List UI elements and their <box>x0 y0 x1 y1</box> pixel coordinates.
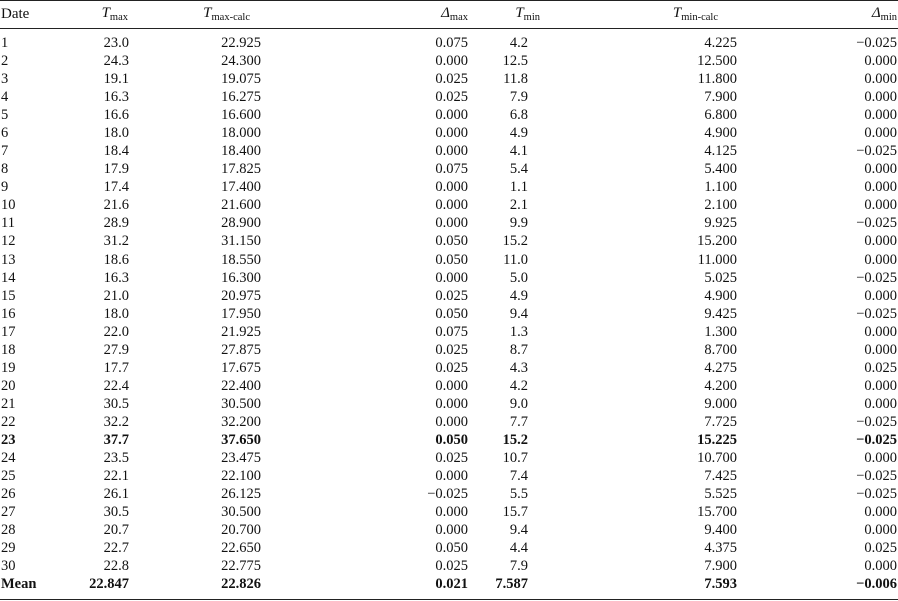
cell-tmax: 27.9 <box>103 341 129 358</box>
cell-date: 1 <box>1 35 9 51</box>
cell-delta-min: −0.025 <box>856 143 897 160</box>
cell-delta-max: −0.025 <box>427 486 468 503</box>
cell-tmax-calc: 22.100 <box>221 468 261 485</box>
cell-delta-max: 0.000 <box>435 522 468 539</box>
cell-delta-max: 0.000 <box>435 504 468 521</box>
cell-date: 22 <box>1 413 16 430</box>
header-tmin-calc-symbol: T <box>672 5 682 21</box>
table-row <box>0 503 898 521</box>
cell-delta-max: 0.025 <box>435 341 468 358</box>
cell-delta-min: 0.000 <box>864 395 897 412</box>
cell-delta-min: −0.025 <box>856 35 897 51</box>
cell-tmax: 22.7 <box>103 540 129 557</box>
cell-tmax: 18.0 <box>103 125 129 142</box>
cell-date: 10 <box>1 197 16 214</box>
cell-date: 21 <box>1 395 16 412</box>
cell-delta-max: 0.000 <box>435 413 468 430</box>
cell-delta-max: 0.050 <box>435 305 468 322</box>
cell-date: 9 <box>1 179 9 196</box>
cell-tmax: 22.8 <box>103 558 129 575</box>
cell-tmin-calc: 4.900 <box>704 287 737 304</box>
cell-tmin: 7.9 <box>509 89 528 106</box>
cell-tmin: 4.2 <box>509 377 528 394</box>
cell-tmin-calc: 7.900 <box>704 89 737 106</box>
mean-row <box>0 575 898 593</box>
table-row <box>0 539 898 557</box>
cell-tmin-calc: 7.593 <box>704 576 737 593</box>
cell-delta-max: 0.000 <box>435 143 468 160</box>
bottom-rule <box>0 599 898 600</box>
cell-delta-min: 0.000 <box>864 377 897 394</box>
cell-delta-max: 0.025 <box>435 558 468 575</box>
table-row <box>0 178 898 196</box>
cell-delta-max: 0.025 <box>435 450 468 467</box>
cell-tmin: 7.587 <box>495 576 528 593</box>
cell-tmin-calc: 4.225 <box>704 35 737 51</box>
cell-delta-min: 0.000 <box>864 251 897 268</box>
cell-tmax: 16.3 <box>103 89 129 106</box>
cell-tmax: 30.5 <box>103 395 129 412</box>
header-tmax <box>70 0 172 28</box>
cell-tmax-calc: 18.000 <box>221 125 261 142</box>
table-body <box>0 28 898 593</box>
cell-delta-max: 0.000 <box>435 107 468 124</box>
cell-delta-max: 0.050 <box>435 540 468 557</box>
cell-tmin: 4.1 <box>509 143 528 160</box>
cell-date: 27 <box>1 504 16 521</box>
cell-delta-max: 0.075 <box>435 161 468 178</box>
table-row <box>0 287 898 305</box>
cell-delta-max: 0.050 <box>435 432 468 448</box>
cell-delta-max: 0.025 <box>435 71 468 88</box>
cell-tmax: 31.2 <box>103 233 129 250</box>
cell-delta-min: 0.000 <box>864 53 897 70</box>
cell-tmin-calc: 11.800 <box>697 71 737 88</box>
cell-delta-max: 0.000 <box>435 377 468 394</box>
cell-tmin: 7.7 <box>509 413 528 430</box>
cell-date: 30 <box>1 558 16 575</box>
cell-tmin: 9.9 <box>509 215 528 232</box>
cell-tmin: 7.4 <box>509 468 528 485</box>
cell-delta-min: −0.025 <box>856 432 897 448</box>
cell-tmin-calc: 15.200 <box>697 233 737 250</box>
cell-tmin-calc: 12.500 <box>697 53 737 70</box>
cell-date: 5 <box>1 107 9 124</box>
cell-tmin: 2.1 <box>509 197 528 214</box>
header-tmin-subscript: min <box>523 12 540 23</box>
table-row <box>0 124 898 142</box>
header-tmax-calc <box>172 0 322 28</box>
cell-tmax-calc: 26.125 <box>221 486 261 503</box>
table-row <box>0 70 898 88</box>
cell-tmin: 4.4 <box>509 540 528 557</box>
cell-tmin-calc: 15.700 <box>697 504 737 521</box>
table-row <box>0 88 898 106</box>
cell-tmax-calc: 37.650 <box>221 432 261 448</box>
cell-tmax: 16.3 <box>103 269 129 286</box>
cell-tmax-calc: 16.600 <box>221 107 261 124</box>
cell-tmax-calc: 30.500 <box>221 395 261 412</box>
cell-tmin-calc: 4.200 <box>704 377 737 394</box>
cell-tmax-calc: 22.400 <box>221 377 261 394</box>
cell-tmin-calc: 2.100 <box>704 197 737 214</box>
header-tmax-calc-symbol: T <box>203 5 212 21</box>
cell-tmax-calc: 23.475 <box>221 450 261 467</box>
cell-tmax: 18.0 <box>103 305 129 322</box>
cell-tmin: 4.2 <box>509 35 528 51</box>
cell-tmax: 17.4 <box>103 179 129 196</box>
cell-date: 16 <box>1 305 16 322</box>
cell-tmax: 21.0 <box>103 287 129 304</box>
cell-delta-min: 0.000 <box>864 179 897 196</box>
cell-tmin: 11.8 <box>503 71 528 88</box>
cell-tmin-calc: 5.400 <box>704 161 737 178</box>
header-tmin <box>468 0 608 28</box>
cell-delta-min: 0.025 <box>864 540 897 557</box>
cell-delta-max: 0.021 <box>435 576 468 593</box>
cell-tmin-calc: 5.525 <box>704 486 737 503</box>
cell-tmin: 4.9 <box>509 287 528 304</box>
cell-delta-min: 0.000 <box>864 125 897 142</box>
header-delta-min <box>746 0 898 28</box>
cell-delta-min: 0.000 <box>864 522 897 539</box>
cell-tmin-calc: 9.400 <box>704 522 737 539</box>
cell-delta-min: 0.000 <box>864 504 897 521</box>
cell-delta-max: 0.075 <box>435 323 468 340</box>
cell-date: 11 <box>1 215 15 232</box>
header-delta-min-subscript: min <box>880 12 897 23</box>
cell-tmin: 4.9 <box>509 125 528 142</box>
header-tmin-calc-subscript: min-calc <box>681 12 718 23</box>
cell-delta-min: 0.000 <box>864 71 897 88</box>
cell-tmin-calc: 4.375 <box>704 540 737 557</box>
cell-delta-max: 0.000 <box>435 125 468 142</box>
cell-tmax-calc: 18.550 <box>221 251 261 268</box>
table-row <box>0 106 898 124</box>
cell-delta-max: 0.025 <box>435 89 468 106</box>
cell-tmax-calc: 30.500 <box>221 504 261 521</box>
cell-date: 20 <box>1 377 16 394</box>
cell-date: Mean <box>1 576 37 593</box>
table-row <box>0 341 898 359</box>
cell-tmax: 19.1 <box>103 71 129 88</box>
cell-tmax-calc: 21.925 <box>221 323 261 340</box>
cell-tmax: 21.6 <box>103 197 129 214</box>
table-row <box>0 521 898 539</box>
header-delta-min-symbol: Δ <box>871 5 881 21</box>
table-row <box>0 467 898 485</box>
header-delta-max-subscript: max <box>449 12 468 23</box>
cell-delta-min: 0.000 <box>864 89 897 106</box>
cell-tmin: 1.3 <box>509 323 528 340</box>
cell-tmax: 26.1 <box>103 486 129 503</box>
table-row <box>0 485 898 503</box>
cell-tmin: 9.0 <box>509 395 528 412</box>
cell-delta-min: 0.025 <box>864 359 897 376</box>
table-row <box>0 28 898 52</box>
cell-date: 7 <box>1 143 9 160</box>
cell-date: 12 <box>1 233 16 250</box>
cell-delta-min: −0.025 <box>856 468 897 485</box>
cell-delta-min: 0.000 <box>864 323 897 340</box>
cell-tmax-calc: 28.900 <box>221 215 261 232</box>
cell-date: 4 <box>1 89 9 106</box>
cell-tmin-calc: 7.425 <box>704 468 737 485</box>
cell-tmax: 28.9 <box>103 215 129 232</box>
cell-tmin: 10.7 <box>502 450 528 467</box>
cell-tmax-calc: 17.675 <box>221 359 261 376</box>
cell-delta-min: 0.000 <box>864 558 897 575</box>
cell-tmin: 9.4 <box>509 522 528 539</box>
cell-tmax-calc: 22.650 <box>221 540 261 557</box>
cell-tmax-calc: 20.700 <box>221 522 261 539</box>
cell-tmax: 22.847 <box>89 576 129 593</box>
cell-delta-min: 0.000 <box>864 341 897 358</box>
table-row <box>0 269 898 287</box>
header-date-label: Date <box>1 5 30 22</box>
cell-tmax-calc: 19.075 <box>221 71 261 88</box>
cell-tmin-calc: 7.900 <box>704 558 737 575</box>
cell-delta-max: 0.000 <box>435 269 468 286</box>
cell-tmin-calc: 4.125 <box>704 143 737 160</box>
cell-date: 25 <box>1 468 16 485</box>
cell-tmin-calc: 4.900 <box>704 125 737 142</box>
cell-tmax: 23.0 <box>103 35 129 51</box>
cell-delta-min: −0.006 <box>856 576 897 593</box>
table-row <box>0 431 898 449</box>
cell-date: 19 <box>1 359 16 376</box>
cell-delta-min: 0.000 <box>864 450 897 467</box>
cell-date: 13 <box>1 251 16 268</box>
cell-tmax-calc: 17.825 <box>221 161 261 178</box>
header-tmax-calc-subscript: max-calc <box>211 12 250 23</box>
cell-tmin: 6.8 <box>509 107 528 124</box>
cell-tmax: 18.4 <box>103 143 129 160</box>
cell-date: 18 <box>1 341 16 358</box>
cell-tmin: 5.4 <box>509 161 528 178</box>
table-row <box>0 359 898 377</box>
cell-tmin: 7.9 <box>509 558 528 575</box>
table-row <box>0 413 898 431</box>
cell-tmax: 16.6 <box>103 107 129 124</box>
cell-delta-max: 0.050 <box>435 233 468 250</box>
cell-tmin: 11.0 <box>503 251 528 268</box>
cell-tmax-calc: 16.300 <box>221 269 261 286</box>
cell-delta-min: −0.025 <box>856 269 897 286</box>
cell-tmax: 17.7 <box>103 359 129 376</box>
table-row <box>0 52 898 70</box>
header-row <box>0 0 898 28</box>
cell-date: 29 <box>1 540 16 557</box>
cell-date: 28 <box>1 522 16 539</box>
cell-tmin-calc: 7.725 <box>704 413 737 430</box>
cell-tmax-calc: 17.950 <box>221 305 261 322</box>
table-row <box>0 214 898 232</box>
cell-tmax: 17.9 <box>103 161 129 178</box>
cell-tmax: 22.1 <box>103 468 129 485</box>
cell-tmin-calc: 9.000 <box>704 395 737 412</box>
cell-tmax: 32.2 <box>103 413 129 430</box>
cell-date: 26 <box>1 486 16 503</box>
cell-tmax-calc: 27.875 <box>221 341 261 358</box>
cell-date: 15 <box>1 287 16 304</box>
cell-tmin-calc: 9.425 <box>704 305 737 322</box>
header-date <box>0 0 70 28</box>
cell-delta-min: −0.025 <box>856 305 897 322</box>
cell-tmax: 24.3 <box>103 53 129 70</box>
table-header <box>0 0 898 28</box>
cell-tmin: 5.5 <box>509 486 528 503</box>
cell-date: 6 <box>1 125 9 142</box>
cell-tmax: 23.5 <box>103 450 129 467</box>
table-row <box>0 377 898 395</box>
cell-tmax: 22.4 <box>103 377 129 394</box>
cell-delta-max: 0.000 <box>435 215 468 232</box>
cell-date: 14 <box>1 269 16 286</box>
cell-tmax: 37.7 <box>103 432 129 448</box>
cell-tmax-calc: 16.275 <box>221 89 261 106</box>
cell-delta-min: 0.000 <box>864 197 897 214</box>
cell-delta-max: 0.000 <box>435 53 468 70</box>
table-row <box>0 160 898 178</box>
table-row <box>0 323 898 341</box>
cell-tmin-calc: 9.925 <box>704 215 737 232</box>
cell-tmin-calc: 6.800 <box>704 107 737 124</box>
cell-delta-max: 0.000 <box>435 395 468 412</box>
cell-tmin: 8.7 <box>509 341 528 358</box>
header-tmin-symbol: T <box>515 5 524 21</box>
cell-tmax-calc: 17.400 <box>221 179 261 196</box>
cell-date: 8 <box>1 161 9 178</box>
header-tmax-subscript: max <box>109 12 128 23</box>
cell-delta-min: −0.025 <box>856 413 897 430</box>
cell-tmin: 4.3 <box>509 359 528 376</box>
cell-tmax-calc: 22.925 <box>221 35 261 51</box>
header-tmin-calc <box>608 0 746 28</box>
cell-delta-min: −0.025 <box>856 215 897 232</box>
cell-date: 17 <box>1 323 16 340</box>
cell-delta-min: 0.000 <box>864 107 897 124</box>
cell-tmax: 18.6 <box>103 251 129 268</box>
cell-tmax: 22.0 <box>103 323 129 340</box>
header-delta-max <box>322 0 468 28</box>
cell-delta-max: 0.075 <box>435 35 468 51</box>
cell-delta-min: −0.025 <box>856 486 897 503</box>
cell-delta-max: 0.050 <box>435 251 468 268</box>
cell-tmin-calc: 8.700 <box>704 341 737 358</box>
cell-tmax: 20.7 <box>103 522 129 539</box>
table-row <box>0 305 898 323</box>
cell-tmax-calc: 32.200 <box>221 413 261 430</box>
cell-date: 3 <box>1 71 9 88</box>
cell-date: 23 <box>1 432 16 448</box>
cell-tmin-calc: 10.700 <box>697 450 737 467</box>
cell-tmin: 1.1 <box>509 179 528 196</box>
cell-tmin-calc: 1.300 <box>704 323 737 340</box>
cell-tmax: 30.5 <box>103 504 129 521</box>
table-row <box>0 251 898 269</box>
cell-delta-max: 0.025 <box>435 287 468 304</box>
cell-tmin-calc: 4.275 <box>704 359 737 376</box>
cell-delta-min: 0.000 <box>864 287 897 304</box>
cell-tmax-calc: 24.300 <box>221 53 261 70</box>
cell-delta-max: 0.000 <box>435 179 468 196</box>
cell-date: 2 <box>1 53 9 70</box>
cell-delta-max: 0.000 <box>435 197 468 214</box>
cell-tmax-calc: 21.600 <box>221 197 261 214</box>
cell-tmax-calc: 20.975 <box>221 287 261 304</box>
cell-date: 24 <box>1 450 16 467</box>
cell-delta-max: 0.025 <box>435 359 468 376</box>
cell-tmax-calc: 18.400 <box>221 143 261 160</box>
cell-tmin-calc: 1.100 <box>704 179 737 196</box>
cell-delta-max: 0.000 <box>435 468 468 485</box>
cell-tmin-calc: 15.225 <box>697 432 737 448</box>
cell-delta-min: 0.000 <box>864 161 897 178</box>
table-row <box>0 449 898 467</box>
table-row <box>0 557 898 575</box>
header-tmax-symbol: T <box>101 5 110 21</box>
table-row <box>0 142 898 160</box>
table-row <box>0 395 898 413</box>
cell-tmin: 5.0 <box>509 269 528 286</box>
header-delta-max-symbol: Δ <box>441 5 450 21</box>
cell-tmin: 15.2 <box>502 233 528 250</box>
cell-tmin: 9.4 <box>509 305 528 322</box>
table-row <box>0 196 898 214</box>
cell-tmin: 15.2 <box>502 432 528 448</box>
cell-delta-min: 0.000 <box>864 233 897 250</box>
cell-tmax-calc: 22.775 <box>221 558 261 575</box>
cell-tmin-calc: 5.025 <box>704 269 737 286</box>
cell-tmax-calc: 31.150 <box>221 233 261 250</box>
cell-tmax-calc: 22.826 <box>221 576 261 593</box>
cell-tmin-calc: 11.000 <box>697 251 737 268</box>
table-row <box>0 232 898 250</box>
cell-tmin: 12.5 <box>502 53 528 70</box>
cell-tmin: 15.7 <box>502 504 528 521</box>
